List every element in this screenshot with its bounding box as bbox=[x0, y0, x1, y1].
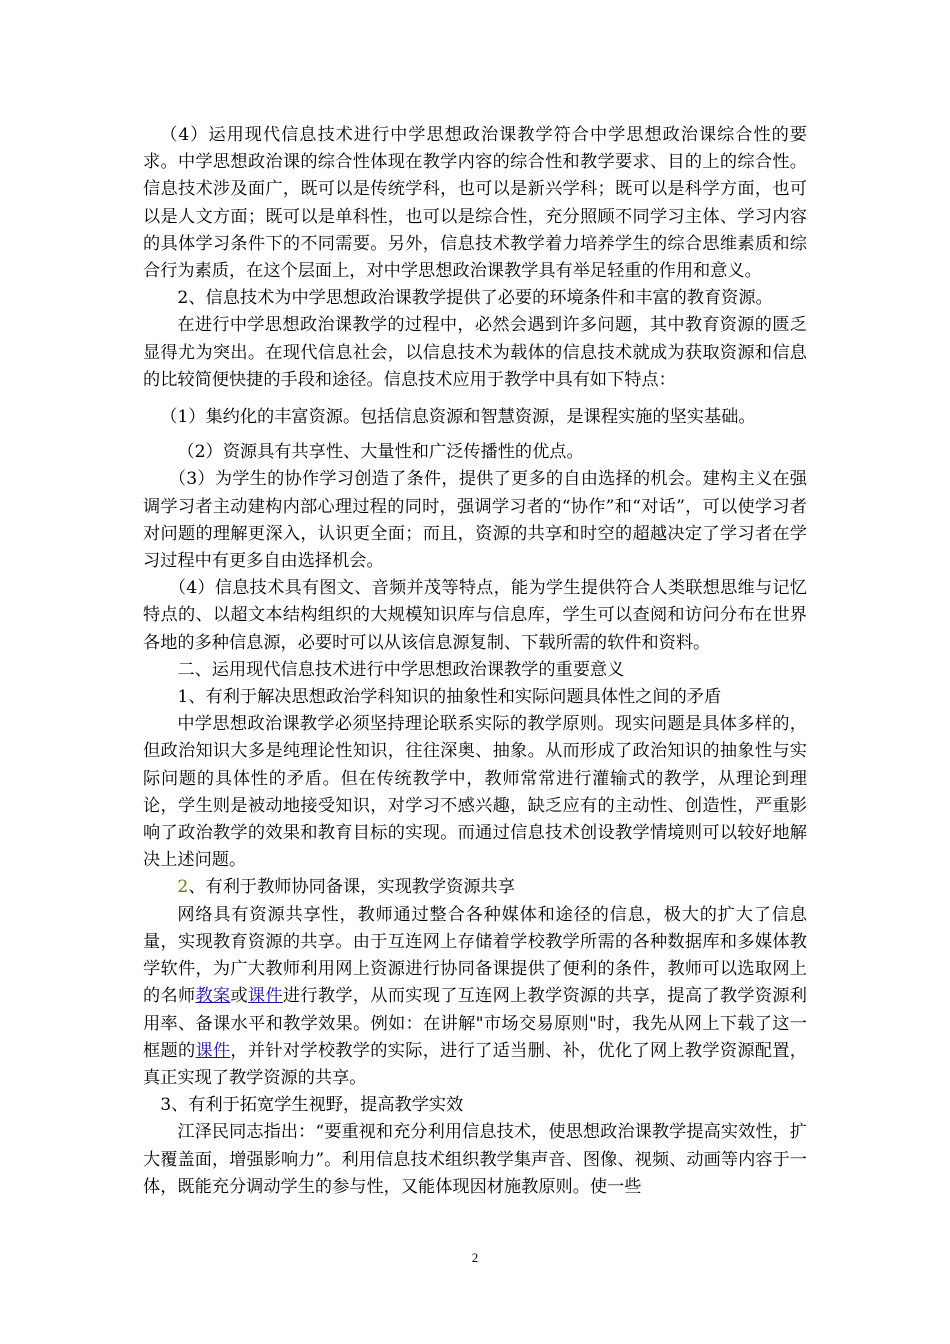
subheading-1: 1、有利于解决思想政治学科知识的抽象性和实际问题具体性之间的矛盾 bbox=[177, 687, 722, 708]
paragraph-text: ，并针对学校教学的实际，进行了适当删、补，优化了网上教学资源配置，真正实现了教学资源的共享。 bbox=[143, 1040, 807, 1088]
subheading-2-number: 2 bbox=[177, 877, 189, 898]
list-item-1: （1）集约化的丰富资源。包括信息资源和智慧资源，是课程实施的坚实基础。 bbox=[160, 407, 756, 428]
lesson-plan-link[interactable]: 教案 bbox=[195, 986, 231, 1007]
paragraph-quote: 江泽民同志指出：“要重视和充分利用信息技术，使思想政治课教学提高实效性，扩大覆盖面，增强影响力”。利用信息技术组织教学集声音、图像、视频、动画等内容于一体，既能充分调动学生的参与性，又能体现因材施教原则。使一些 bbox=[143, 1122, 807, 1197]
subheading-2 bbox=[143, 874, 807, 901]
paragraph-theory-practice: 中学思想政治课教学必须坚持理论联系实际的教学原则。现实问题是具体多样的，但政治知识大多是纯理论性知识，往往深奥、抽象。从而形成了政治知识的抽象性与实际问题的具体性的矛盾。但在传统教学中，教师常常进行灌输式的教学，从理论到理论，学生则是被动地接受知识，对学习不感兴趣，缺乏应有的主动性、创造性，严重影响了政治教学的效果和教育目标的实现。而通过信息技术创设教学情境则可以较好地解决上述问题。 bbox=[143, 714, 807, 871]
paragraph-text: 网络具有资源共享性，教师通过整合各种媒体和途径的信息，极大的扩大了信息量，实现教育资源的共享。由于互连网上存储着学校教学所需的各种数据库和多媒体教学软件，为广大教师利用网上资源进行协同备课提供了便利的条件，教师可以选取网上的名师 bbox=[143, 904, 807, 1007]
paragraph-text: 进行教学，从而实现了互连网上教学资源的共享，提高了教学资源利用率、备课水平和教学效果。例如：在讲解"市场交易原则"时，我先从网上下载了这一框题的 bbox=[143, 986, 807, 1061]
paragraph-text: 或 bbox=[230, 986, 248, 1007]
section-heading-two: 二、运用现代信息技术进行中学思想政治课教学的重要意义 bbox=[177, 659, 625, 680]
courseware-link[interactable]: 课件 bbox=[247, 986, 283, 1007]
subheading-2-text: 、有利于教师协同备课，实现教学资源共享 bbox=[188, 877, 515, 898]
section-heading-2-resources: 2、信息技术为中学思想政治课教学提供了必要的环境条件和丰富的教育资源。 bbox=[177, 288, 773, 309]
list-item-2: （2）资源具有共享性、大量性和广泛传播性的优点。 bbox=[177, 442, 584, 463]
list-item-4: （4）信息技术具有图文、音频并茂等特点，能为学生提供符合人类联想思维与记忆特点的、以超文本结构组织的大规模知识库与信息库，学生可以查阅和访问分布在世界各地的多种信息源，必要时可以从该信息源复制、下载所需的软件和资料。 bbox=[143, 578, 807, 653]
paragraph-resources-intro: 在进行中学思想政治课教学的过程中，必然会遇到许多问题，其中教育资源的匮乏显得尤为突出。在现代信息社会，以信息技术为载体的信息技术就成为获取资源和信息的比较简便快捷的手段和途径。信息技术应用于教学中具有如下特点： bbox=[143, 315, 807, 390]
page-number: 2 bbox=[471, 1250, 479, 1265]
subheading-3: 3、有利于拓宽学生视野，提高教学实效 bbox=[160, 1095, 464, 1116]
courseware-link-2[interactable]: 课件 bbox=[195, 1040, 231, 1061]
document-body bbox=[143, 122, 807, 1201]
paragraph-4-comprehensive: （4）运用现代信息技术进行中学思想政治课教学符合中学思想政治课综合性的要求。中学思想政治课的综合性体现在教学内容的综合性和教学要求、目的上的综合性。信息技术涉及面广，既可以是传统学科，也可以是新兴学科；既可以是科学方面，也可以是人文方面；既可以是单科性，也可以是综合性，充分照顾不同学习主体、学习内容的具体学习条件下的不同需要。另外，信息技术教学着力培养学生的综合思维素质和综合行为素质，在这个层面上，对中学思想政治课教学具有举足轻重的作用和意义。 bbox=[143, 125, 807, 282]
list-item-3: （3）为学生的协作学习创造了条件，提供了更多的自由选择的机会。建构主义在强调学习者主动建构内部心理过程的同时，强调学习者的“协作”和“对话”，可以使学习者对问题的理解更深入，认识更全面；而且，资源的共享和时空的超越决定了学习者在学习过程中有更多自由选择机会。 bbox=[143, 469, 807, 572]
paragraph-resource-sharing bbox=[143, 902, 807, 1092]
